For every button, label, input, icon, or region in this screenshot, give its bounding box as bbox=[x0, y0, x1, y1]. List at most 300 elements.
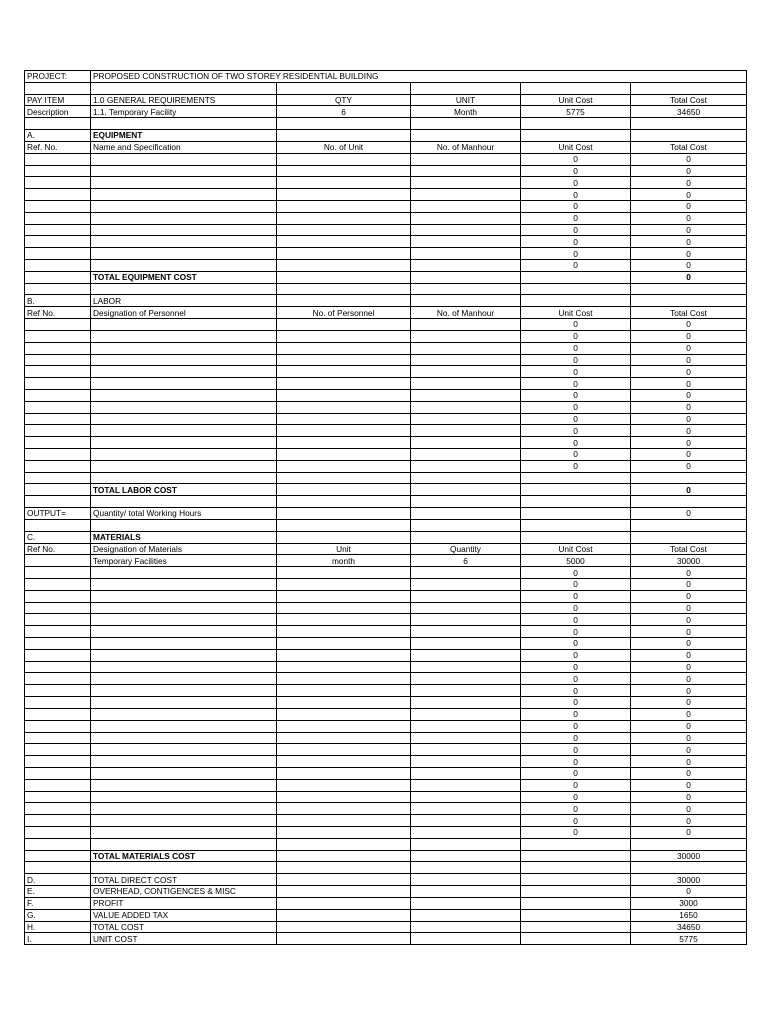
equipment-columns-row bbox=[25, 141, 747, 153]
labor-row-cell bbox=[25, 401, 91, 413]
labor-row-cell: 0 bbox=[521, 342, 631, 354]
labor-row-cell bbox=[277, 342, 411, 354]
empty-cell bbox=[521, 82, 631, 94]
materials-row-cell bbox=[25, 791, 91, 803]
equipment-row-cell bbox=[25, 177, 91, 189]
materials-row-cell bbox=[25, 685, 91, 697]
empty-cell bbox=[411, 531, 521, 543]
equipment-row-cell bbox=[277, 236, 411, 248]
empty-cell bbox=[521, 496, 631, 508]
materials-row-cell bbox=[91, 767, 277, 779]
empty-cell bbox=[277, 82, 411, 94]
empty-cell bbox=[411, 472, 521, 484]
labor-total-row bbox=[25, 484, 747, 496]
spacer-row bbox=[25, 283, 747, 295]
materials-row-cell bbox=[91, 638, 277, 650]
labor-row-cell bbox=[411, 425, 521, 437]
labor-row-cell bbox=[25, 342, 91, 354]
labor-row-cell bbox=[91, 389, 277, 401]
labor-row-cell bbox=[277, 460, 411, 472]
empty-cell bbox=[631, 295, 747, 307]
empty-cell bbox=[521, 874, 631, 886]
materials-row-cell: 0 bbox=[631, 673, 747, 685]
summary-value: 1650 bbox=[631, 909, 747, 921]
pay-item-row-cell: 1.1. Temporary Facility bbox=[91, 106, 277, 118]
labor-row-cell bbox=[91, 437, 277, 449]
summary-row bbox=[25, 921, 747, 933]
pay-item-header-row-cell: Unit Cost bbox=[521, 94, 631, 106]
labor-row-cell bbox=[277, 437, 411, 449]
labor-row-cell bbox=[411, 401, 521, 413]
materials-columns-row bbox=[25, 543, 747, 555]
section-title: EQUIPMENT bbox=[91, 130, 277, 142]
pay-item-header-row-cell: UNIT bbox=[411, 94, 521, 106]
equipment-row-cell bbox=[277, 248, 411, 260]
materials-row-cell bbox=[411, 567, 521, 579]
materials-row-cell bbox=[277, 744, 411, 756]
labor-row-cell bbox=[25, 366, 91, 378]
labor-columns-row-cell: Total Cost bbox=[631, 307, 747, 319]
equipment-row-cell bbox=[277, 189, 411, 201]
materials-row-cell bbox=[91, 791, 277, 803]
labor-row-cell bbox=[411, 330, 521, 342]
equipment-row bbox=[25, 260, 747, 272]
labor-row-cell: 0 bbox=[631, 449, 747, 461]
empty-cell bbox=[25, 838, 91, 850]
materials-row bbox=[25, 815, 747, 827]
empty-cell bbox=[521, 531, 631, 543]
materials-row-cell: 5000 bbox=[521, 555, 631, 567]
empty-cell bbox=[631, 283, 747, 295]
materials-row-cell: 0 bbox=[631, 827, 747, 839]
summary-value: 0 bbox=[631, 886, 747, 898]
materials-row-cell: 0 bbox=[631, 708, 747, 720]
materials-row-cell bbox=[91, 720, 277, 732]
materials-row-cell: 0 bbox=[631, 638, 747, 650]
materials-row-cell bbox=[411, 649, 521, 661]
empty-cell bbox=[25, 472, 91, 484]
materials-row-cell: 0 bbox=[521, 803, 631, 815]
materials-row-cell bbox=[277, 815, 411, 827]
materials-row-cell bbox=[91, 732, 277, 744]
labor-row-cell bbox=[411, 354, 521, 366]
equipment-row-cell: 0 bbox=[631, 153, 747, 165]
materials-row-cell: 0 bbox=[631, 578, 747, 590]
materials-row bbox=[25, 779, 747, 791]
equipment-row-cell bbox=[277, 260, 411, 272]
materials-row-cell bbox=[277, 708, 411, 720]
materials-row bbox=[25, 697, 747, 709]
output-label: OUTPUT= bbox=[25, 508, 91, 520]
output-value: 0 bbox=[631, 508, 747, 520]
labor-row-cell bbox=[91, 401, 277, 413]
materials-row-cell bbox=[91, 697, 277, 709]
empty-cell bbox=[277, 862, 411, 874]
equipment-row-cell bbox=[91, 165, 277, 177]
materials-row bbox=[25, 626, 747, 638]
total-value: 30000 bbox=[631, 850, 747, 862]
labor-row-cell: 0 bbox=[631, 413, 747, 425]
materials-row-cell bbox=[411, 779, 521, 791]
materials-row-cell bbox=[91, 803, 277, 815]
materials-row-cell: 0 bbox=[631, 791, 747, 803]
labor-row-cell bbox=[411, 366, 521, 378]
summary-ref: I. bbox=[25, 933, 91, 945]
labor-row bbox=[25, 378, 747, 390]
materials-row-cell: 0 bbox=[521, 791, 631, 803]
labor-columns-row bbox=[25, 307, 747, 319]
summary-row bbox=[25, 886, 747, 898]
empty-cell bbox=[25, 82, 91, 94]
materials-row-cell: 0 bbox=[521, 720, 631, 732]
materials-row-cell: 0 bbox=[521, 649, 631, 661]
equipment-row-cell bbox=[25, 189, 91, 201]
equipment-row-cell bbox=[25, 224, 91, 236]
materials-row-cell bbox=[277, 602, 411, 614]
materials-row-cell: 0 bbox=[521, 590, 631, 602]
labor-row-cell bbox=[277, 413, 411, 425]
equipment-row-cell bbox=[91, 200, 277, 212]
project-row bbox=[25, 71, 747, 83]
materials-row-cell bbox=[277, 578, 411, 590]
equipment-row-cell bbox=[91, 177, 277, 189]
materials-row-cell: 0 bbox=[521, 578, 631, 590]
empty-cell bbox=[91, 118, 277, 130]
materials-row-cell bbox=[91, 685, 277, 697]
labor-row-cell bbox=[91, 366, 277, 378]
equipment-row-cell: 0 bbox=[631, 248, 747, 260]
spacer-row bbox=[25, 496, 747, 508]
materials-row-cell bbox=[25, 567, 91, 579]
labor-row-cell bbox=[277, 378, 411, 390]
empty-cell bbox=[521, 118, 631, 130]
total-value: 0 bbox=[631, 484, 747, 496]
summary-ref: E. bbox=[25, 886, 91, 898]
summary-value: 34650 bbox=[631, 921, 747, 933]
summary-value: 5775 bbox=[631, 933, 747, 945]
empty-cell bbox=[521, 484, 631, 496]
materials-row-cell: 0 bbox=[521, 756, 631, 768]
labor-row-cell bbox=[277, 389, 411, 401]
equipment-columns-row-cell: Name and Specification bbox=[91, 141, 277, 153]
materials-row-cell bbox=[411, 661, 521, 673]
empty-cell bbox=[91, 283, 277, 295]
materials-row-cell bbox=[91, 626, 277, 638]
labor-row-cell bbox=[91, 354, 277, 366]
materials-row bbox=[25, 567, 747, 579]
labor-row bbox=[25, 354, 747, 366]
labor-row-cell: 0 bbox=[631, 460, 747, 472]
materials-row-cell bbox=[411, 685, 521, 697]
materials-row-cell: 0 bbox=[631, 779, 747, 791]
empty-cell bbox=[25, 862, 91, 874]
materials-row bbox=[25, 555, 747, 567]
empty-cell bbox=[277, 484, 411, 496]
labor-row-cell bbox=[91, 319, 277, 331]
materials-row bbox=[25, 791, 747, 803]
labor-row-cell: 0 bbox=[521, 437, 631, 449]
materials-row-cell bbox=[411, 815, 521, 827]
materials-row-cell bbox=[411, 791, 521, 803]
materials-row-cell: 6 bbox=[411, 555, 521, 567]
materials-row-cell: 30000 bbox=[631, 555, 747, 567]
labor-columns-row-cell: No. of Manhour bbox=[411, 307, 521, 319]
labor-row-cell: 0 bbox=[521, 389, 631, 401]
pay-item-row-cell: Month bbox=[411, 106, 521, 118]
labor-row-cell bbox=[411, 413, 521, 425]
empty-cell bbox=[521, 838, 631, 850]
labor-row-cell: 0 bbox=[631, 401, 747, 413]
empty-cell bbox=[25, 519, 91, 531]
labor-row-cell bbox=[277, 449, 411, 461]
materials-row-cell bbox=[91, 815, 277, 827]
equipment-row-cell bbox=[25, 248, 91, 260]
labor-row-cell: 0 bbox=[631, 319, 747, 331]
empty-cell bbox=[411, 295, 521, 307]
empty-cell bbox=[411, 874, 521, 886]
materials-row-cell: 0 bbox=[521, 602, 631, 614]
labor-row-cell: 0 bbox=[631, 425, 747, 437]
summary-ref: G. bbox=[25, 909, 91, 921]
empty-cell bbox=[277, 886, 411, 898]
labor-row-cell: 0 bbox=[521, 378, 631, 390]
materials-row-cell: 0 bbox=[521, 732, 631, 744]
spacer-row bbox=[25, 862, 747, 874]
equipment-row-cell: 0 bbox=[631, 200, 747, 212]
equipment-row-cell bbox=[25, 212, 91, 224]
summary-label: VALUE ADDED TAX bbox=[91, 909, 277, 921]
materials-row-cell: 0 bbox=[521, 708, 631, 720]
empty-cell bbox=[411, 484, 521, 496]
materials-row-cell bbox=[411, 708, 521, 720]
materials-row-cell bbox=[411, 697, 521, 709]
labor-row-cell: 0 bbox=[631, 437, 747, 449]
materials-row-cell: 0 bbox=[631, 767, 747, 779]
equipment-row-cell: 0 bbox=[521, 212, 631, 224]
materials-row bbox=[25, 732, 747, 744]
materials-row-cell bbox=[411, 614, 521, 626]
materials-row-cell bbox=[25, 590, 91, 602]
empty-cell bbox=[411, 82, 521, 94]
equipment-row-cell: 0 bbox=[631, 212, 747, 224]
equipment-row-cell: 0 bbox=[521, 224, 631, 236]
materials-row-cell: 0 bbox=[631, 590, 747, 602]
materials-row-cell: 0 bbox=[631, 744, 747, 756]
equipment-row-cell: 0 bbox=[631, 236, 747, 248]
equipment-row-cell: 0 bbox=[521, 200, 631, 212]
empty-cell bbox=[521, 283, 631, 295]
materials-row-cell bbox=[277, 720, 411, 732]
materials-row-cell bbox=[91, 649, 277, 661]
spacer-row bbox=[25, 82, 747, 94]
empty-cell bbox=[25, 484, 91, 496]
materials-row-cell: 0 bbox=[521, 626, 631, 638]
equipment-row-cell bbox=[411, 224, 521, 236]
equipment-row bbox=[25, 224, 747, 236]
spacer-row bbox=[25, 118, 747, 130]
equipment-row bbox=[25, 212, 747, 224]
labor-row-cell bbox=[91, 449, 277, 461]
empty-cell bbox=[521, 130, 631, 142]
materials-row-cell bbox=[411, 638, 521, 650]
empty-cell bbox=[277, 909, 411, 921]
equipment-row-cell bbox=[277, 153, 411, 165]
materials-row-cell bbox=[25, 626, 91, 638]
empty-cell bbox=[411, 897, 521, 909]
equipment-columns-row-cell: No. of Manhour bbox=[411, 141, 521, 153]
empty-cell bbox=[25, 496, 91, 508]
pay-item-row-cell: Description bbox=[25, 106, 91, 118]
labor-row bbox=[25, 389, 747, 401]
empty-cell bbox=[277, 933, 411, 945]
empty-cell bbox=[91, 82, 277, 94]
summary-row bbox=[25, 897, 747, 909]
materials-row-cell bbox=[277, 803, 411, 815]
summary-row bbox=[25, 909, 747, 921]
equipment-row-cell: 0 bbox=[521, 260, 631, 272]
materials-row-cell: 0 bbox=[631, 720, 747, 732]
materials-row-cell bbox=[411, 756, 521, 768]
labor-row bbox=[25, 330, 747, 342]
materials-row-cell bbox=[277, 673, 411, 685]
empty-cell bbox=[411, 118, 521, 130]
materials-row-cell bbox=[411, 744, 521, 756]
equipment-row-cell: 0 bbox=[521, 248, 631, 260]
empty-cell bbox=[277, 850, 411, 862]
equipment-row-cell bbox=[25, 165, 91, 177]
materials-row-cell: 0 bbox=[631, 661, 747, 673]
empty-cell bbox=[411, 850, 521, 862]
materials-row-cell bbox=[91, 744, 277, 756]
summary-ref: D. bbox=[25, 874, 91, 886]
labor-row-cell bbox=[91, 378, 277, 390]
materials-row-cell bbox=[411, 590, 521, 602]
labor-row-cell bbox=[411, 319, 521, 331]
labor-row-cell: 0 bbox=[521, 366, 631, 378]
empty-cell bbox=[277, 531, 411, 543]
empty-cell bbox=[277, 283, 411, 295]
labor-row-cell bbox=[25, 437, 91, 449]
materials-row-cell: 0 bbox=[521, 779, 631, 791]
materials-row-cell bbox=[277, 626, 411, 638]
empty-cell bbox=[411, 886, 521, 898]
equipment-row-cell bbox=[91, 153, 277, 165]
empty-cell bbox=[411, 508, 521, 520]
materials-row-cell: 0 bbox=[521, 767, 631, 779]
materials-columns-row-cell: Unit bbox=[277, 543, 411, 555]
materials-row-cell bbox=[277, 756, 411, 768]
equipment-row bbox=[25, 165, 747, 177]
labor-row-cell bbox=[277, 319, 411, 331]
empty-cell bbox=[521, 472, 631, 484]
cost-estimate-sheet bbox=[24, 70, 746, 945]
equipment-row-cell bbox=[25, 236, 91, 248]
labor-row-cell bbox=[25, 330, 91, 342]
materials-row-cell: 0 bbox=[631, 756, 747, 768]
materials-row-cell bbox=[25, 638, 91, 650]
materials-row-cell bbox=[411, 827, 521, 839]
equipment-row-cell bbox=[411, 236, 521, 248]
equipment-columns-row-cell: Ref. No. bbox=[25, 141, 91, 153]
pay-item-row-cell: 6 bbox=[277, 106, 411, 118]
section-title: LABOR bbox=[91, 295, 277, 307]
summary-ref: F. bbox=[25, 897, 91, 909]
materials-row-cell bbox=[277, 697, 411, 709]
empty-cell bbox=[521, 850, 631, 862]
equipment-row-cell bbox=[411, 165, 521, 177]
labor-row-cell bbox=[25, 389, 91, 401]
equipment-row bbox=[25, 189, 747, 201]
labor-row-cell bbox=[277, 354, 411, 366]
equipment-row-cell bbox=[277, 212, 411, 224]
labor-row-cell bbox=[25, 425, 91, 437]
empty-cell bbox=[411, 838, 521, 850]
equipment-row-cell bbox=[91, 260, 277, 272]
equipment-row-cell: 0 bbox=[631, 224, 747, 236]
empty-cell bbox=[25, 850, 91, 862]
labor-row-cell bbox=[25, 378, 91, 390]
total-label: TOTAL EQUIPMENT COST bbox=[91, 271, 277, 283]
equipment-row-cell bbox=[411, 248, 521, 260]
labor-columns-row-cell: Unit Cost bbox=[521, 307, 631, 319]
empty-cell bbox=[25, 118, 91, 130]
materials-row-cell bbox=[277, 732, 411, 744]
labor-row-cell bbox=[91, 413, 277, 425]
materials-row-cell bbox=[277, 767, 411, 779]
equipment-row-cell: 0 bbox=[521, 153, 631, 165]
materials-row bbox=[25, 590, 747, 602]
materials-row-cell bbox=[25, 649, 91, 661]
empty-cell bbox=[91, 472, 277, 484]
materials-row-cell bbox=[91, 578, 277, 590]
section-title: MATERIALS bbox=[91, 531, 277, 543]
labor-row bbox=[25, 366, 747, 378]
equipment-total-row bbox=[25, 271, 747, 283]
materials-section-title bbox=[25, 531, 747, 543]
labor-row bbox=[25, 342, 747, 354]
summary-ref: H. bbox=[25, 921, 91, 933]
section-ref: B. bbox=[25, 295, 91, 307]
materials-columns-row-cell: Quantity bbox=[411, 543, 521, 555]
equipment-row-cell bbox=[25, 260, 91, 272]
labor-row-cell: 0 bbox=[521, 354, 631, 366]
empty-cell bbox=[521, 295, 631, 307]
materials-row-cell bbox=[25, 578, 91, 590]
empty-cell bbox=[277, 118, 411, 130]
materials-row-cell bbox=[25, 602, 91, 614]
materials-row-cell: 0 bbox=[631, 649, 747, 661]
empty-cell bbox=[277, 130, 411, 142]
materials-row-cell: 0 bbox=[521, 638, 631, 650]
materials-row-cell bbox=[411, 626, 521, 638]
materials-row-cell bbox=[25, 815, 91, 827]
empty-cell bbox=[631, 862, 747, 874]
materials-row-cell bbox=[25, 827, 91, 839]
materials-row bbox=[25, 720, 747, 732]
pay-item-header-row-cell: Total Cost bbox=[631, 94, 747, 106]
materials-row bbox=[25, 756, 747, 768]
labor-row bbox=[25, 319, 747, 331]
empty-cell bbox=[25, 271, 91, 283]
equipment-row-cell: 0 bbox=[521, 165, 631, 177]
materials-row bbox=[25, 661, 747, 673]
labor-section-title bbox=[25, 295, 747, 307]
materials-row-cell bbox=[25, 720, 91, 732]
equipment-row-cell: 0 bbox=[631, 260, 747, 272]
empty-cell bbox=[631, 82, 747, 94]
equipment-row bbox=[25, 177, 747, 189]
total-label: TOTAL LABOR COST bbox=[91, 484, 277, 496]
